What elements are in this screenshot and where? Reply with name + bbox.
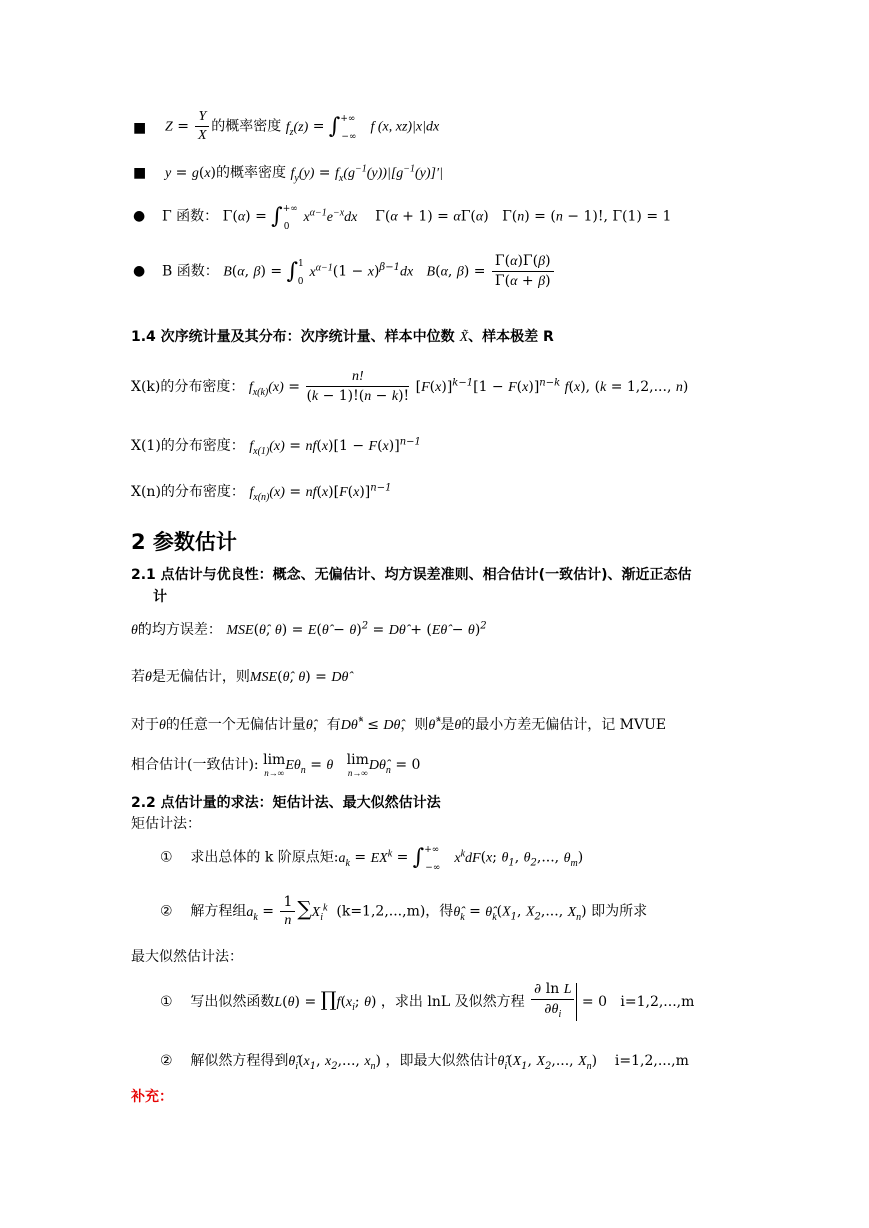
label-x1: X(1)的分布密度：	[131, 438, 245, 454]
mle-title: 最大似然估计法：	[131, 949, 243, 965]
mle-step-2: ② 解似然方程得到$\thetâ_i(x_1$, $x_2$,..., $x_n$) ，即最大似然估计$\thetâ_i(X_1$, $X_2$,..., $X_n$) i=1,2,...,m	[160, 1053, 689, 1072]
moment-step-1: ① 求出总体的 k 阶原点矩$:a_k = EX^k = \int^{+\infty}_{-\infty}x^kdF(x$; $\theta_1$, $\theta_2$,..., $\theta_m$)	[160, 844, 584, 873]
formula-gamma: Γ 函数： $\Gamma(\alpha) = \int^{+\infty}_0x^{\alpha-1}e^{-x}dx$ Γ(α + 1) = αΓ(α) Γ(n) = (n − 1)!, Γ(1) = 1	[162, 203, 672, 232]
formula-y-transform: y = g(x)的概率密度 $f_y(y) = f_x(g^{-1}(y))|[g^{-1}(y)]'|$	[165, 163, 443, 184]
formula-z-ratio: Z = $\frac{Y}{X}$ 的概率密度 $f_z(z) = \int^{+\infty}_{-\infty}f$ (x, xz)|x|dx	[165, 109, 440, 143]
section-1-4-heading: 1.4 次序统计量及其分布：次序统计量、样本中位数 X̃、样本极差 R	[131, 329, 554, 345]
section-2-2-heading: 2.2 点估计量的求法：矩估计法、最大似然估计法	[131, 795, 441, 811]
formula-mvue: 对于θ的任意一个无偏估计量θ̂，有Dθ̂* ≤ Dθ̂，则θ̂*是θ的最小方差无偏估计，记 MVUE	[131, 715, 667, 733]
supplement-heading: 补充：	[131, 1089, 173, 1105]
moment-method-title: 矩估计法：	[131, 816, 201, 832]
formula-x1-density: X(1)的分布密度： $f_{x(1)}(x) = nf(x)[1 - F(x)]^{n-1}$	[131, 436, 421, 457]
label-density-2: 的概率密度	[216, 165, 287, 181]
circle-bullet-icon: ●	[133, 263, 146, 279]
formula-unbiased: 若θ̂是无偏估计，则MSE(θ̂, θ) = Dθ̂	[131, 669, 349, 685]
formula-xk-density: X(k)的分布密度： $f_{x(k)}(x)$ = $\frac{n!}{(k - 1)!(n - k)!}$ $[F(x)]^{k-1}[1 - F(x)]^{n-k}$ f(x), (k = 1,2,..., n)	[131, 369, 689, 404]
label-xn: X(n)的分布密度：	[131, 484, 245, 500]
section-2-1-heading: 2.1 点估计与优良性：概念、无偏估计、均方误差准则、相合估计(一致估计)、渐近正态估	[131, 567, 692, 583]
formula-mse: θ̂的均方误差： MSE(θ̂, θ) = E(θ̂ − θ)$^2$ = Dθ̂ + (Eθ̂ − θ)$^2$	[131, 620, 487, 638]
section-2-heading: 2 参数估计	[131, 530, 237, 554]
square-bullet-icon: ■	[133, 120, 147, 136]
mle-step-1: ① 写出似然函数$L(\theta) = \prod f(x_i$; θ) ，求出 lnL 及似然方程 $\frac{\text{∂ ln L}}{\partial\theta_i}$ = 0 i=1,2,...,m	[160, 981, 695, 1020]
label-density-1: 的概率密度	[211, 118, 282, 135]
moment-step-2: ② 解方程组$a_k$ = $\frac{1}{n}$ $\sum X_i^k$ (k=1,2,...,m)，得$\thetâ_k$ = $\thetâ_k(X_1$, $X_2$,..., $X_n$) 即为所求	[160, 894, 648, 928]
formula-beta: B 函数： B(α, $\beta) = \int^1_0x^{\alpha-1}(1 - x)^{\beta-1}dx$ B(α, β) = $\frac{\Gamma(\alpha)\Gamma(\beta)}{\Gamma(\alpha + \beta)}$	[162, 252, 556, 291]
label-gamma: Γ 函数：	[162, 208, 219, 225]
square-bullet-icon: ■	[133, 165, 147, 181]
section-2-1-heading-cont: 计	[153, 589, 167, 605]
formula-xn-density: X(n)的分布密度： $f_{x(n)}(x) = nf(x)[F(x)]^{n-1}$	[131, 482, 392, 503]
label-beta: B 函数：	[162, 263, 219, 280]
formula-consistent: 相合估计(一致估计): lim n→∞ $E\theta_n = \theta$ lim n→∞ $D\thetâ_n = 0$	[131, 752, 421, 778]
circle-bullet-icon: ●	[133, 208, 146, 224]
label-xk: X(k)的分布密度：	[131, 379, 245, 395]
